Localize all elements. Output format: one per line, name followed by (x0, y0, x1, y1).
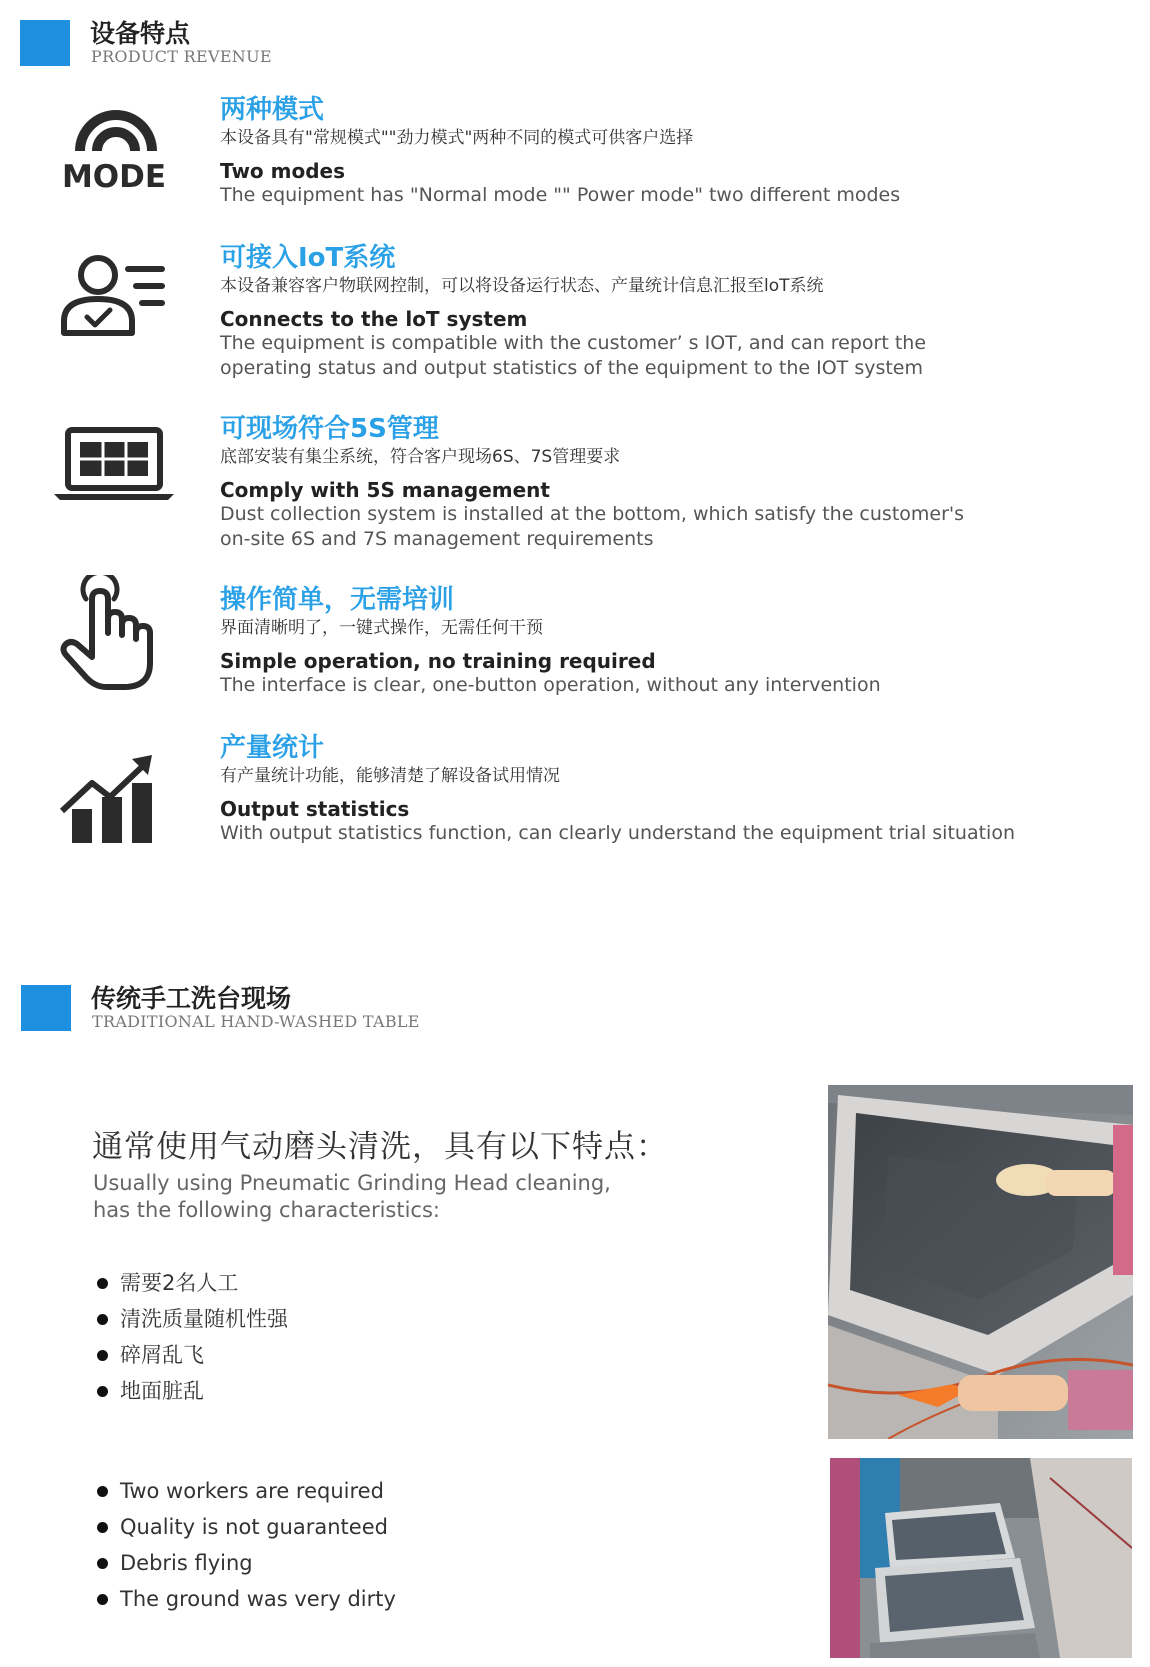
laptop-icon (50, 424, 180, 534)
feature-title-zh: 可现场符合5S管理 (220, 414, 439, 444)
feature-title-en: Connects to the loT system (220, 307, 528, 331)
list-item: Two workers are required (95, 1473, 396, 1509)
list-item: The ground was very dirty (95, 1581, 396, 1617)
growth-chart-icon (50, 753, 180, 863)
feature-title-zh: 操作简单，无需培训 (220, 585, 455, 615)
section-marker (21, 985, 71, 1031)
list-item: Debris flying (95, 1545, 396, 1581)
feature-desc-en: With output statistics function, can clearly understand the equipment trial situation (220, 822, 1015, 844)
bullet-list-zh (95, 1265, 288, 1409)
list-item: 清洗质量随机性强 (95, 1301, 288, 1337)
characteristics-intro-en: Usually using Pneumatic Grinding Head cleaning, has the following characteristics: (93, 1171, 611, 1222)
feature-title-en: Two modes (220, 159, 345, 183)
feature-title-en: Output statistics (220, 797, 410, 821)
feature-title-zh: 可接入IoT系统 (220, 243, 396, 273)
bullet-list-en (95, 1473, 396, 1617)
feature-title-en: Comply with 5S management (220, 478, 550, 502)
section-title-zh: 传统手工洗台现场 (91, 984, 292, 1013)
section-marker (20, 20, 70, 66)
list-item: Quality is not guaranteed (95, 1509, 396, 1545)
characteristics-heading-zh: 通常使用气动磨头清洗，具有以下特点： (92, 1129, 668, 1165)
feature-desc-en: The equipment is compatible with the customer’ s IOT, and can report the operating status and output statistics of the equipment to the IOT system (220, 332, 927, 379)
photo-washing-area (830, 1458, 1132, 1658)
mode-icon (50, 105, 180, 215)
feature-desc-en: Dust collection system is installed at the bottom, which satisfy the customer's on-site 6S and 7S management requirements (220, 503, 965, 550)
section-title-zh: 设备特点 (90, 19, 191, 48)
feature-desc-zh: 界面清晰明了，一键式操作，无需任何干预 (220, 618, 543, 638)
feature-desc-zh: 底部安装有集尘系统，符合客户现场6S、7S管理要求 (220, 447, 621, 467)
user-list-icon (50, 253, 180, 363)
feature-desc-zh: 有产量统计功能，能够清楚了解设备试用情况 (220, 766, 560, 786)
list-item: 需要2名人工 (95, 1265, 288, 1301)
list-item: 地面脏乱 (95, 1373, 288, 1409)
feature-desc-en: The equipment has "Normal mode "" Power mode" two different modes (220, 184, 901, 206)
photo-hand-cleaning-table (828, 1085, 1133, 1439)
feature-title-zh: 两种模式 (220, 95, 325, 125)
feature-title-zh: 产量统计 (220, 733, 325, 763)
feature-desc-zh: 本设备具有"常规模式""劲力模式"两种不同的模式可供客户选择 (220, 128, 694, 148)
feature-desc-zh: 本设备兼容客户物联网控制，可以将设备运行状态、产量统计信息汇报至loT系统 (220, 276, 824, 296)
svg-text:MODE: MODE (61, 159, 167, 195)
feature-desc-en: The interface is clear, one-button operation, without any intervention (220, 674, 881, 696)
feature-title-en: Simple operation, no training required (220, 649, 656, 673)
hand-pointer-icon (50, 575, 180, 685)
section-title-en: PRODUCT REVENUE (91, 47, 272, 66)
section-title-en: TRADITIONAL HAND-WASHED TABLE (92, 1012, 420, 1031)
list-item: 碎屑乱飞 (95, 1337, 288, 1373)
